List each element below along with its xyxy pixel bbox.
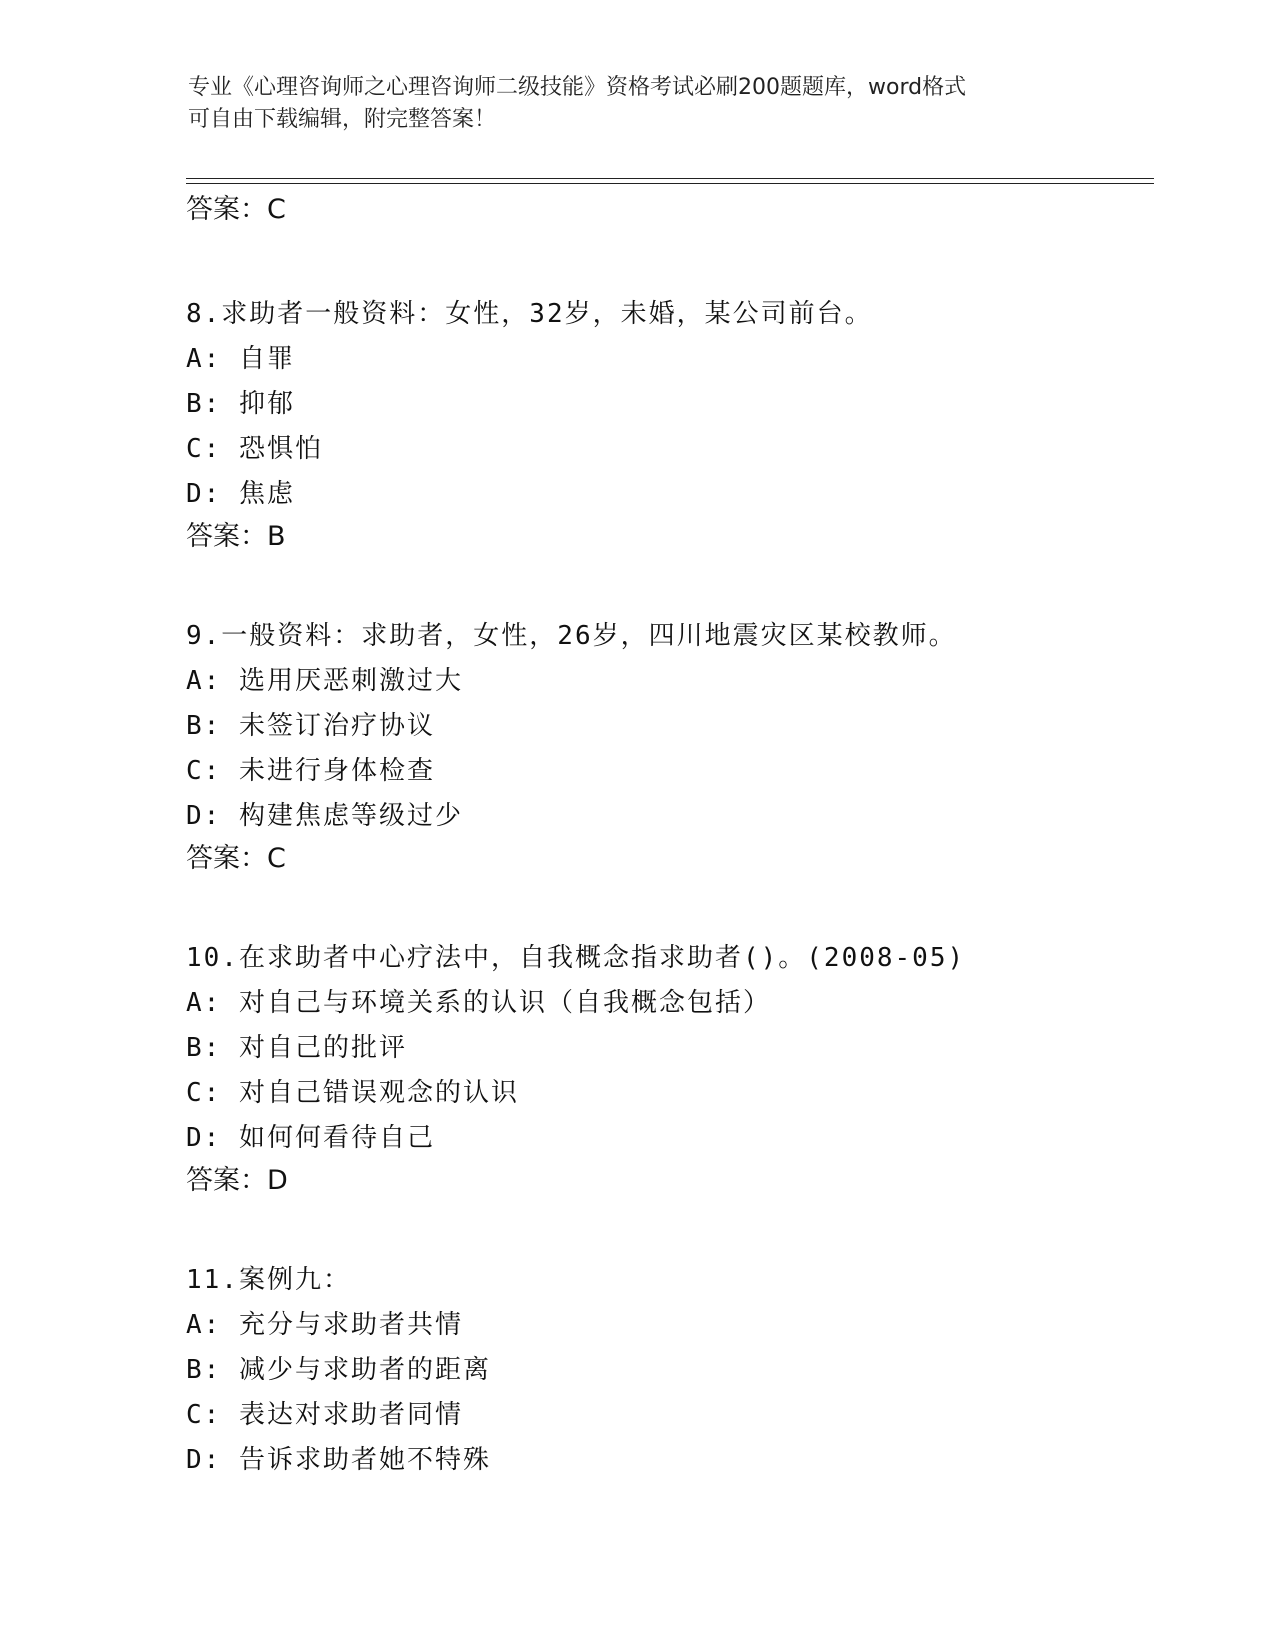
question-stem: 10.在求助者中心疗法中，自我概念指求助者()。(2008-05): [186, 943, 966, 973]
question-stem: 9.一般资料：求助者，女性，26岁，四川地震灾区某校教师。: [186, 621, 957, 651]
option-a: A: 选用厌恶刺激过大: [186, 666, 463, 696]
header-line-1: 专业《心理咨询师之心理咨询师二级技能》资格考试必刷200题题库，word格式: [188, 75, 967, 100]
option-b: B: 对自己的批评: [186, 1033, 407, 1063]
option-c: C: 表达对求助者同情: [186, 1400, 463, 1430]
option-c: C: 对自己错误观念的认识: [186, 1078, 519, 1108]
question-block: [186, 292, 1146, 559]
answer-line: 答案：C: [186, 843, 286, 874]
question-stem: 8.求助者一般资料：女性，32岁，未婚，某公司前台。: [186, 299, 873, 329]
question-block: [186, 1258, 1146, 1483]
question-block: [186, 936, 1146, 1203]
answer-line: 答案：B: [186, 521, 286, 552]
header-rule-top: [186, 178, 1154, 179]
option-a: A: 自罪: [186, 344, 295, 374]
option-a: A: 充分与求助者共情: [186, 1310, 463, 1340]
option-c: C: 恐惧怕: [186, 434, 323, 464]
answer-line: 答案：D: [186, 1165, 288, 1196]
option-a: A: 对自己与环境关系的认识（自我概念包括）: [186, 988, 771, 1018]
page-header: [188, 72, 1088, 136]
header-rule-bottom: [186, 183, 1154, 184]
question-stem: 11.案例九：: [186, 1265, 351, 1295]
answer-line: 答案：C: [186, 194, 286, 225]
option-d: D: 如何何看待自己: [186, 1123, 435, 1153]
option-b: B: 抑郁: [186, 389, 295, 419]
header-line-2: 可自由下载编辑，附完整答案！: [188, 107, 497, 132]
option-d: D: 构建焦虑等级过少: [186, 801, 463, 831]
option-b: B: 减少与求助者的距离: [186, 1355, 491, 1385]
option-b: B: 未签订治疗协议: [186, 711, 435, 741]
question-block: [186, 614, 1146, 881]
option-d: D: 告诉求助者她不特殊: [186, 1445, 491, 1475]
question-list: [186, 190, 1146, 1483]
option-d: D: 焦虑: [186, 479, 295, 509]
option-c: C: 未进行身体检查: [186, 756, 435, 786]
